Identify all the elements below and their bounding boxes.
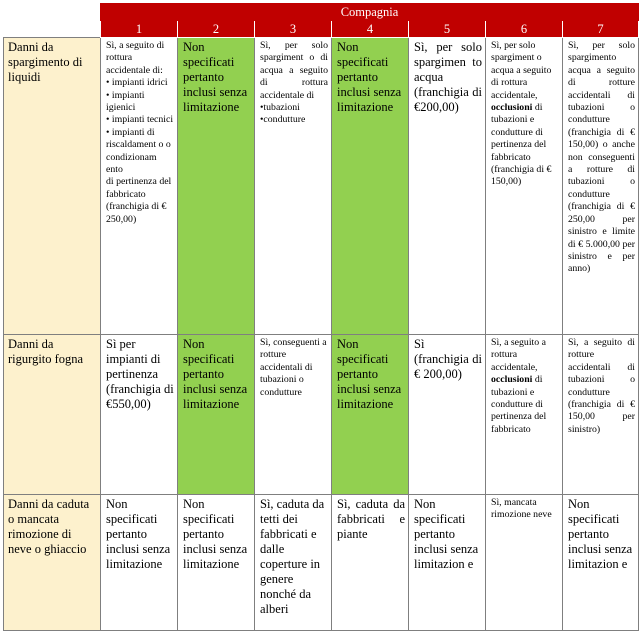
table-row [4,38,639,335]
cell-r2-c4: Non specificati pertanto inclusi senza limitazione [332,335,409,495]
cell-r3-c4: Sì, caduta da fabbricati e piante [332,495,409,631]
company-number-6: 6 [486,21,563,38]
cell-r3-c7: Non specificati pertanto inclusi senza limitazion e [563,495,639,631]
row-label-spargimento: Danni da spargimento di liquidi [4,38,101,335]
cell-r2-c5: Sì (franchigia di € 200,00) [409,335,486,495]
cell-r3-c5: Non specificati pertanto inclusi senza limitazion e [409,495,486,631]
header-corner-2 [4,21,101,38]
cell-r2-c2: Non specificati pertanto inclusi senza limitazione [178,335,255,495]
cell-r3-c3: Sì, caduta da tetti dei fabbricati e dalle coperture in genere nonché da alberi [255,495,332,631]
coverage-comparison-table [3,3,639,631]
cell-r2-c6 [486,335,563,495]
cell-text: Sì, a seguito di rottura accidentale di: • impianti idrici • impianti igienici • impianti tecnici • impianti di riscaldament o o condizionam ento di pertinenza del fabbricato (franchigia di € 250,00) [106,40,174,225]
cell-r1-c7: Sì, per solo spargimento acqua a seguito di rotture accidentali di tubazioni o condutture (franchigia di € 150,00) o anche non conseguenti a rotture di tubazioni o condutture (franchigia di € 250,00 per sinistro e limite di € 5.000,00 per sinistro e per anno) [563,38,639,335]
cell-r2-c7: Sì, a seguito di rotture accidentali di tubazioni o condutture (franchigia di € 150,00 per sinistro) [563,335,639,495]
header-title-row [4,4,639,21]
cell-r1-c5: Sì, per solo spargimen to acqua (franchigia di €200,00) [409,38,486,335]
company-number-5: 5 [409,21,486,38]
company-number-2: 2 [178,21,255,38]
table-row [4,495,639,631]
cell-r2-c3: Sì, conseguenti a rotture accidentali di tubazioni o condutture [255,335,332,495]
cell-r1-c1 [101,38,178,335]
cell-r1-c3 [255,38,332,335]
cell-text: Sì, a seguito a rottura accidentale, occlusioni di tubazioni e condutture di pertinenza del fabbricato [491,337,547,435]
header-corner [4,4,101,21]
cell-r2-c1: Sì per impianti di pertinenza (franchigia di €550,00) [101,335,178,495]
table-row [4,335,639,495]
company-number-4: 4 [332,21,409,38]
cell-r3-c2: Non specificati pertanto inclusi senza limitazione [178,495,255,631]
cell-r3-c1: Non specificati pertanto inclusi senza limitazione [101,495,178,631]
cell-text: Sì, per solo spargiment o acqua a seguito di rottura accidentale, occlusioni di tubazioni e condutture di pertinenza del fabbricato (franchigia di € 150,00) [491,40,552,188]
cell-text: Sì, per solo spargiment o di acqua a seguito di rottura accidentale di •tubazioni •condutture [260,40,328,126]
company-header-title: Compagnia [101,4,639,21]
company-number-3: 3 [255,21,332,38]
cell-r1-c4: Non specificati pertanto inclusi senza limitazione [332,38,409,335]
row-label-rigurgito: Danni da rigurgito fogna [4,335,101,495]
cell-r3-c6: Sì, mancata rimozione neve [486,495,563,631]
company-number-7: 7 [563,21,639,38]
company-number-1: 1 [101,21,178,38]
cell-r1-c2: Non specificati pertanto inclusi senza limitazione [178,38,255,335]
header-number-row [4,21,639,38]
cell-r1-c6 [486,38,563,335]
row-label-neve: Danni da caduta o mancata rimozione di neve o ghiaccio [4,495,101,631]
